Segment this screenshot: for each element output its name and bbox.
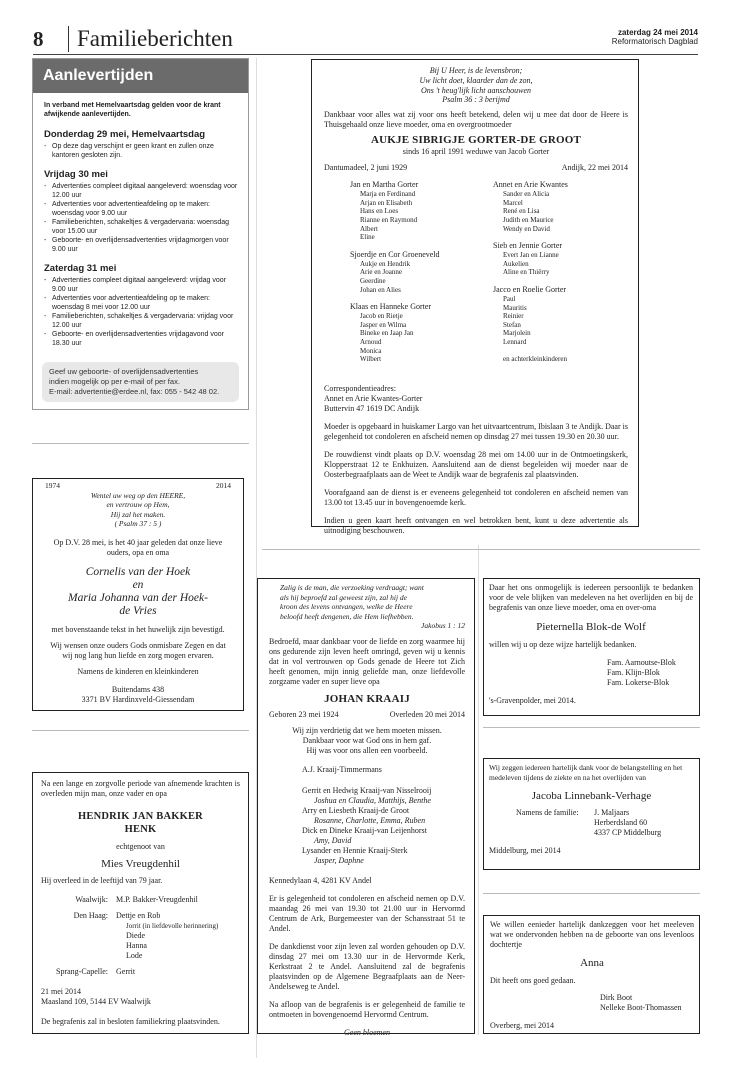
family-group-head: Sjoerdje en Cor Groeneveld [350,249,440,259]
family-list [41,895,240,977]
invitation-paragraph: Indien u geen kaart heeft ontvangen en wel betrokken bent, kunt u deze advertentie als uitnodiging beschouwen. [324,515,628,535]
grandchild: Wendy en David [503,224,550,233]
poem-line: Hij was voor ons allen een voorbeeld. [306,745,428,755]
verse-line: en vertrouw op Hem, [106,500,170,509]
grandchild: Jacob en Rietje [360,312,403,321]
delivery-days [44,129,238,348]
address-line: Buttervin 47 1619 DC Andijk [324,403,420,413]
name-line: HENDRIK JAN BAKKER [78,811,203,822]
delivery-deadline: - Op deze dag verschijnt er geen krant en zullen onze kantoren gesloten zijn. [44,142,238,160]
deceased-name: AUKJE SIBRIGJE GORTER-DE GROOT [370,134,582,147]
delivery-deadline-list [44,182,238,254]
obituary-gorter [311,59,639,535]
grandchild: Aukelien [503,259,529,268]
anniversary-wishes: Wij wensen onze ouders Gods onmisbare Zegen en dat wij nog lang hun liefde en zorg mogen ervaren. [50,640,226,660]
section-rule [32,443,249,444]
delivery-times-title: Aanlevertijden [33,59,248,93]
family-group-head: Klaas en Hanneke Gorter [350,302,432,312]
verse-line: Uw licht doet, klaarder dan de zon, [419,75,533,85]
family-name: Lode [126,951,143,960]
place-date: Overberg, mei 2014 [490,1021,555,1030]
spouse-name: Mies Vreugdenhil [101,858,180,870]
family-row [41,967,240,977]
death-line: Andijk, 22 mei 2014 [561,163,628,173]
home-address: Kennedylaan 4, 4281 KV Andel [269,875,372,885]
verse-line: Zalig is de man, die verzoeking verdraagt; want [280,583,424,592]
verse-line: Bij U Heer, is de levensbron; [429,66,523,75]
signature-line: Herberdsland 60 [594,818,648,827]
delivery-deadline: - Advertenties compleet digitaal aangeleverd: vrijdag voor 9.00 uur [44,276,238,294]
family-member: Arry en Liesbeth Kraaij-de Groot [302,805,410,815]
obituary-kraaij [257,578,475,1037]
death-line: Overleden 20 mei 2014 [389,709,465,719]
age-line: Hij overleed in de leeftijd van 79 jaar. [41,876,163,885]
family-place: Waalwijk: [75,895,108,904]
poem-line: Wij zijn verdrietig dat we hem moeten missen. [292,725,442,735]
thanks-intro: We willen eenieder hartelijk dankzeggen voor het meeleven wat we ondervonden hebben na de geboorte van ons levenloos dochtertje [490,920,694,949]
year-start: 1974 [45,481,60,490]
verse-line: Ons 't heug'lijk licht aanschouwen [420,85,532,95]
section-rule [262,549,700,550]
anniversary-signature: Namens de kinderen en kleinkinderen [77,666,199,676]
grandchild: René en Lisa [503,207,540,216]
obituary-intro: Na een lange en zorgvolle periode van afnemende krachten is overleden mijn man, onze vader en opa [41,779,240,798]
couple-names [45,566,231,618]
grandchild: Monica [360,346,382,355]
service-paragraph: De dankdienst voor zijn leven zal worden gehouden op D.V. dinsdag 27 mei om 13.30 uur in de Hervormde Kerk, Kerkstraat 2 te Andel. Aansluitend zal de begrafenis plaatsvinden op de Algemene Begraafplaats aan de Neer-Andelseweg te Andel. [269,941,465,991]
anniversary-text: met bovenstaande tekst in het huwelijk zijn bevestigd. [51,624,225,634]
deceased-name: Jacoba Linnebank-Verhage [531,790,652,802]
grandchild: Marja en Ferdinand [360,190,416,199]
address-line: 3371 BV Hardinxveld-Giessendam [81,694,195,704]
name-line: HENK [124,824,157,835]
year-end: 2014 [216,481,231,490]
family-group [350,250,493,294]
delivery-deadline-list [44,142,238,160]
deceased-name: JOHAN KRAAIJ [324,692,410,705]
address-line: Annet en Arie Kwantes-Gorter [324,393,423,403]
delivery-deadline: - Familieberichten, schakeltjes & vergadervaria: woensdag voor 15.00 uur [44,218,238,236]
bible-verse [269,583,465,631]
family-names [116,911,218,961]
name-line: Cornelis van der Hoek [85,565,191,578]
delivery-deadline: - Advertenties voor advertentieafdeling op te maken: woensdag voor 9.00 uur [44,200,238,218]
grandchild: Sander en Alicia [503,190,550,199]
family-list [269,786,465,866]
grandchild: Aukje en Hendrik [360,259,411,268]
signature-label: Namens de familie: [516,808,579,817]
deceased-name [41,810,240,836]
grandchild: Eline [360,233,375,242]
verse-line: als hij beproefd zal geweest zijn, zal hij de [280,592,408,602]
delivery-deadline: - Advertenties voor advertentieafdeling op te maken: woensdag 8 mei voor 12.00 uur [44,294,238,312]
anniversary-intro: Op D.V. 28 mei, is het 40 jaar geleden dat onze lieve ouders, opa en oma [53,537,223,557]
verse-line: Psalm 36 : 3 berijmd [442,95,510,105]
family-group [493,180,568,233]
family-group-head: Jacco en Roelie Gorter [493,284,567,294]
deceased-name: Pieternella Blok-de Wolf [536,621,646,633]
delivery-day-heading: Zaterdag 31 mei [44,263,117,274]
family-group [350,302,493,364]
family-name: Diede [126,931,146,940]
psalm-verse [45,491,231,529]
family-group [350,180,493,242]
family-name: Gerrit [116,967,136,976]
family-name: Jorrit (in liefdevolle herinnering) [126,922,219,930]
address-line: Buitendams 438 [111,684,165,694]
service-paragraph: De rouwdienst vindt plaats op D.V. woensdag 28 mei om 14.00 uur in de Ontmoetingskerk, Klopperstraat 12 te Enkhuizen. Aansluitend aan de dienst begeleiden wij moeder naar de Oosterbegraafplaats aan de Weet te Andijk waar de begrafenis zal plaatsvinden. [324,449,628,479]
family-column-right [493,180,568,372]
thanks-blok [483,578,700,716]
home-address: Maasland 109, 5144 EV Waalwijk [41,997,151,1006]
grandchildren: Rosanne, Charlotte, Emma, Ruben [314,815,426,825]
grandchild: Arnoud [360,337,382,346]
family-member: Dick en Dineke Kraaij-van Leijenhorst [302,825,427,835]
grandchild: Arie en Joanne [360,268,402,277]
issue-date: zaterdag 24 mei 2014 [617,28,698,37]
birth-line: Geboren 23 mei 1924 [269,709,339,719]
thanks-intro: Daar het ons onmogelijk is iedereen persoonlijk te bedanken voor de vele blijken van medeleven na het overlijden en bij de begrafenis van onze lieve moeder, oma en over-oma [489,583,693,612]
signature-line: Dirk Boot [600,993,633,1002]
thanks-linnebank [483,758,700,870]
grandchildren: Amy, David [314,835,352,845]
name-line: en [132,578,144,591]
delivery-contact-note [42,362,239,402]
header-rule [33,54,698,55]
verse-line: ( Psalm 37 : 5 ) [114,519,162,528]
grandchild: Lennard [503,337,527,346]
section-title: Familieberichten [68,26,233,52]
poem-line: Dankbaar voor wat God ons in hem gaf. [302,735,432,745]
thanks-intro: Wij zeggen iedereen hartelijk dank voor de belangstelling en het medeleven tijdens de ziekte en na het overlijden van [489,763,683,782]
grandchild: Aline en Thiërry [503,268,550,277]
place-date: Middelburg, mei 2014 [489,846,561,855]
life-dates [324,163,628,173]
address-line: Correspondentieadres: [324,383,396,393]
correspondence-address [324,384,628,414]
grandchild: Albert [360,224,378,233]
family-line: Fam. Lokerse-Blok [607,678,670,687]
verse-reference: Jakobus 1 : 12 [421,621,465,630]
viewing-paragraph: Moeder is opgebaard in huiskamer Largo van het uitvaartcentrum, Ibislaan 3 te Andijk. Daar is gelegenheid tot condoleren en afscheid nemen op dinsdag 27 mei tussen 19.30 en 20.30 uur. [324,421,628,441]
signature-line: Nelleke Boot-Thomassen [600,1003,682,1012]
anniversary-years [45,481,231,491]
grandchild: Wilbert [360,355,382,364]
grandchild: Arjan en Elisabeth [360,198,413,207]
note-line: Geef uw geboorte- of overlijdensadvertenties [49,367,199,376]
family-signatures [489,658,693,688]
grandchild: Geerdine [360,276,386,285]
anniversary-address [45,685,231,705]
family-member: Gerrit en Hedwig Kraaij-van Nisselrooij [302,785,432,795]
condolence-paragraph: Er is gelegenheid tot condoleren en afscheid nemen op D.V. maandag 26 mei van 19.30 tot 21.00 uur in Hervormd Centrum de Ark, Burgemeester van der Schansstraat 51 te Andel. [269,893,465,933]
section-rule [483,727,700,728]
grandchildren: Jasper, Daphne [314,855,364,865]
gathering-paragraph: Na afloop van de begrafenis is er gelegenheid de familie te ontmoeten in bovengenoemd Hervormd Centrum. [269,999,465,1019]
delivery-deadline: - Advertenties compleet digitaal aangeleverd: woensdag voor 12.00 uur [44,182,238,200]
grandchild: Jasper en Wilma [360,320,407,329]
memorial-poem [269,726,465,756]
birth-line: Dantumadeel, 2 juni 1929 [324,163,408,173]
verse-line: Wentel uw weg op den HEERE, [90,490,186,500]
family-group [493,241,568,277]
family-groups-right [493,180,568,346]
delivery-day-heading: Vrijdag 30 mei [44,169,108,180]
family-column-left [350,180,493,372]
column-divider [478,545,479,1035]
family-row [41,895,240,905]
obituary-intro: Dankbaar voor alles wat zij voor ons heeft betekend, delen wij u mee dat door de Heere is Thuisgehaald onze lieve moeder, oma en overgrootmoeder [324,110,628,130]
spouse-name: A.J. Kraaij-Timmermans [302,764,382,774]
spouse-label: echtgenoot van [116,842,165,851]
delivery-deadline: - Geboorte- en overlijdensadvertenties vrijdagavond voor 18.30 uur [44,330,238,348]
name-line: Maria Johanna van der Hoek- [68,591,208,604]
grandchild: Stefan [503,320,521,329]
note-line: E-mail: advertentie@erdee.nl, fax: 055 - 542 48 02. [49,387,220,396]
signature-line: 4337 CP Middelburg [594,828,662,837]
family-name: M.P. Bakker-Vreugdenhil [116,895,198,904]
life-dates [269,710,465,720]
obituary-intro: Bedroefd, maar dankbaar voor de liefde en zorg waarmee hij ons gedurende zijn leven heeft omringd, geven wij u kennis dat in vol vertrouwen op Gods genade de Heere tot Zich heeft genomen, mijn innig geliefde man, onze liefdevolle zorgzame vader en super lieve opa [269,636,465,686]
family-name: Hanna [126,941,147,950]
name-line: de Vries [119,604,157,617]
child-name: Anna [580,957,604,969]
delivery-day-heading: Donderdag 29 mei, Hemelvaartsdag [44,129,206,140]
delivery-deadline: - Geboorte- en overlijdensadvertenties vrijdagmorgen voor 9.00 uur [44,236,238,254]
family-group-head: Sieb en Jennie Gorter [493,241,563,251]
family-line: Fam. Klijn-Blok [607,668,660,677]
delivery-deadline-list [44,276,238,348]
grandchild: Evert Jan en Lianne [503,251,559,260]
family-member: Lysander en Hennie Kraaij-Sterk [302,845,408,855]
newspaper-name: Reformatorisch Dagblad [611,37,698,46]
grandchild: Marcel [503,198,523,207]
family-signatures [489,808,694,838]
grandchild: Johan en Alies [360,285,401,294]
place-date: 's-Gravenpolder, mei 2014. [489,696,576,705]
delivery-times-notice [32,58,249,410]
family-group-head: Jan en Martha Gorter [350,180,419,190]
grandchild: Bineke en Jaap Jan [360,329,414,338]
family-name: Dettje en Rob [116,911,161,920]
thanks-text: willen wij u op deze wijze hartelijk bedanken. [489,640,637,649]
psalm-verse [324,66,628,105]
family-names [116,967,135,977]
section-rule [32,730,249,731]
delivery-intro: In verband met Hemelvaartsdag gelden voor de krant afwijkende aanlevertijden. [44,102,221,118]
family-place: Sprang-Capelle: [56,967,108,976]
grandchild: Reinier [503,312,524,321]
signature-line: J. Maljaars [594,808,630,817]
verse-line: kroon des levens ontvangen, welke de Heere [280,602,413,611]
page-number: 8 [33,27,44,51]
verse-line: Hij zal het maken. [110,509,166,519]
thanks-text: Dit heeft ons goed gedaan. [490,976,576,985]
thanks-anna [483,915,700,1034]
anniversary-van-der-hoek [32,478,244,711]
date-line: 21 mei 2014 [41,987,81,996]
grandchild: Hans en Loes [360,207,399,216]
family-group [493,285,568,347]
condolence-paragraph: Voorafgaand aan de dienst is er eveneens gelegenheid tot condoleren en afscheid nemen van 13.00 tot 13.45 uur in bovengenoemde kerk. [324,487,628,507]
closing-note: Geen bloemen [344,1027,390,1037]
great-grandchildren: en achterkleinkinderen [503,354,567,363]
grandchild: Judith en Maurice [503,215,554,224]
family-names [116,895,198,905]
family-place: Den Haag: [73,911,108,920]
verse-line: beloofd heeft dengenen, die Hem liefhebben. [280,611,414,621]
family-row [41,911,240,961]
grandchild: Marjolein [503,329,531,338]
grandchildren: Joshua en Claudia, Matthijs, Benthe [314,795,431,805]
family-group-head: Annet en Arie Kwantes [493,180,568,190]
obituary-bakker [32,772,249,1034]
family-list [324,180,628,372]
grandchild: Paul [503,294,516,303]
delivery-deadline: - Familieberichten, schakeltjes & vergadervaria: vrijdag voor 12.00 uur [44,312,238,330]
section-rule [483,893,700,894]
note-line: indien mogelijk op per e-mail of per fax. [49,377,180,386]
signature-lines [594,808,661,838]
closing-note: De begrafenis zal in besloten familiekring plaatsvinden. [41,1017,220,1026]
grandchild: Rianne en Raymond [360,215,418,224]
family-line: Fam. Aarnoutse-Blok [607,658,676,667]
widow-line: sinds 16 april 1991 weduwe van Jacob Gorter [402,147,550,157]
grandchild: Mauritis [503,303,527,312]
signatures [490,993,694,1013]
